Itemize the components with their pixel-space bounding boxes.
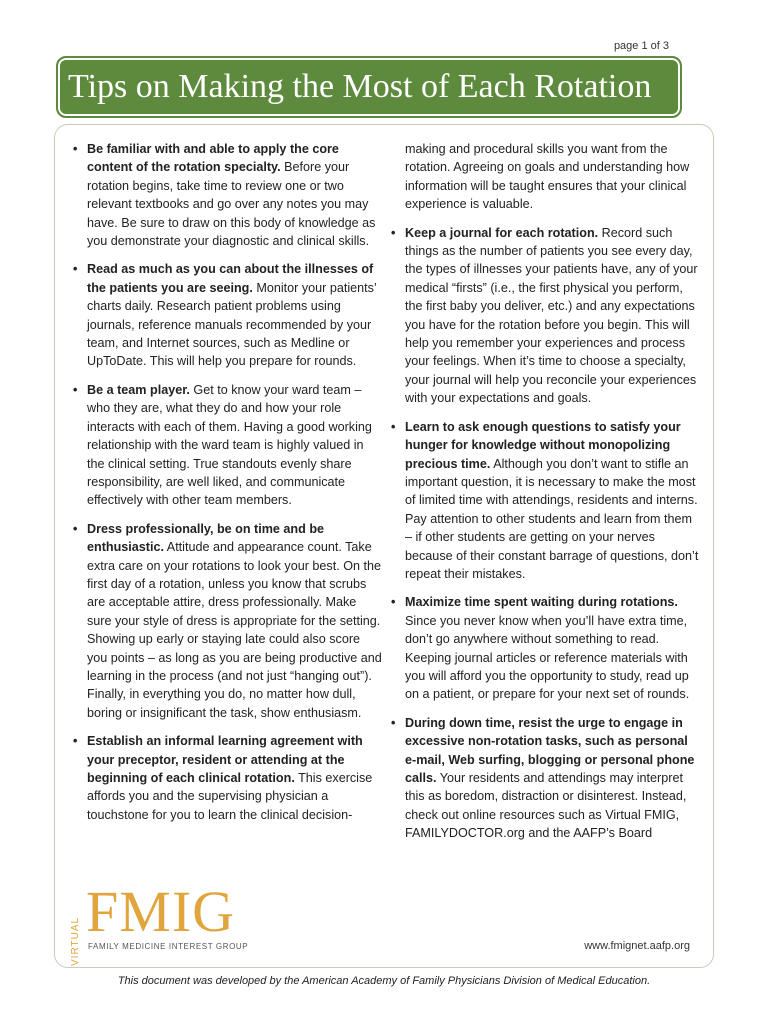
tip-body: Monitor your patients’ charts daily. Research patient problems using journals, reference manuals recommended by your team, and Internet sources, such as Medline or UpToDate. This will help you prepare for rounds. <box>87 280 377 369</box>
tip-item <box>72 260 382 370</box>
logo-subtitle: FAMILY MEDICINE INTEREST GROUP <box>88 942 249 951</box>
page-title: Tips on Making the Most of Each Rotation <box>68 68 652 105</box>
tip-item <box>72 140 382 250</box>
tip-heading: Be a team player. <box>87 382 190 397</box>
tip-heading: Learn to ask enough questions to satisfy your hunger for knowledge without monopolizing precious time. <box>405 419 681 471</box>
left-tip-list <box>72 140 382 824</box>
tip-body: This exercise affords you and the supervising physician a touchstone for you to learn the clinical decision- <box>87 771 373 822</box>
tip-body: Before your rotation begins, take time to review one or two relevant textbooks and go over any notes you may have. Be sure to draw on this body of knowledge as you demonstrate your diagnostic and clinical skills. <box>87 160 376 249</box>
bullet-icon: • <box>391 595 396 610</box>
tip-body: Although you don’t want to stifle an important question, it is necessary to make the most of limited time with attendings, residents and interns. Pay attention to other students and learn from them – if other students are getting on your nerves because of their constant barrage of questions, don’t repeat their mistakes. <box>405 456 699 581</box>
tip-item <box>390 714 700 843</box>
tip-body: Record such things as the number of patients you see every day, the types of illnesses your patients have, any of your medical “firsts” (i.e., the first physical you perform, the first baby you deliver, etc.) and any expectations you have for the rotation before you begin. This will help you remember your experiences and process your feelings. When it’s time to choose a specialty, your journal will help you reconcile your experiences with your expectations and goals. <box>405 225 698 406</box>
bullet-icon: • <box>391 419 396 434</box>
logo-wordmark: FMIG <box>86 879 236 944</box>
tip-heading: Read as much as you can about the illnesses of the patients you are seeing. <box>87 262 374 295</box>
bullet-icon: • <box>73 262 78 277</box>
tip-item <box>72 732 382 824</box>
title-banner <box>56 56 682 118</box>
tip-item <box>72 381 382 510</box>
bullet-icon: • <box>391 225 396 240</box>
right-tip-list <box>390 224 700 843</box>
bullet-icon: • <box>73 521 78 536</box>
tip-heading: Dress professionally, be on time and be enthusiastic. <box>87 521 325 555</box>
tip-body: Since you never know when you’ll have extra time, don’t go anywhere without something to read. Keeping journal articles or reference materials with you will afford you the opportunity to study, read up on a patient, or prepare for your next set of rounds. <box>405 613 690 702</box>
tip-item <box>390 418 700 584</box>
footer-note: This document was developed by the American Academy of Family Physicians Division of Medical Education. <box>117 975 651 987</box>
continued-text: making and procedural skills you want from the rotation. Agreeing on goals and understanding how information will be taught ensures that your clinical experience is valuable. <box>405 142 690 212</box>
tip-body: Your residents and attendings may interpret this as boredom, distraction or disinterest. Instead, check out online resources such as Virtual FMIG, FAMILYDOCTOR.org and the AAFP’s Board <box>405 771 687 841</box>
tip-heading: Establish an informal learning agreement with your preceptor, resident or attending at the beginning of each clinical rotation. <box>87 734 363 785</box>
page-number: page 1 of 3 <box>613 40 669 52</box>
tip-heading: During down time, resist the urge to engage in excessive non-rotation tasks, such as personal e-mail, Web surfing, blogging or personal phone calls. <box>405 715 695 785</box>
bullet-icon: • <box>73 142 78 156</box>
bullet-icon: • <box>391 715 396 730</box>
tip-heading: Be familiar with and able to apply the core content of the rotation specialty. <box>87 142 339 175</box>
tip-heading: Maximize time spent waiting during rotations. <box>405 595 678 610</box>
logo-virtual-text: VIRTUAL <box>70 916 81 966</box>
website-url[interactable]: www.fmignet.aafp.org <box>584 940 690 952</box>
tip-item <box>72 520 382 722</box>
left-column <box>72 140 382 834</box>
tip-item <box>390 224 700 408</box>
right-column <box>390 140 700 853</box>
fmig-logo <box>70 879 270 966</box>
tip-item <box>390 593 700 703</box>
tip-body: Attitude and appearance count. Take extra care on your rotations to look your best. On the first day of a rotation, unless you know that scrubs are acceptable attire, dress professionally. Make sure your style of dress is appropriate for the setting. Showing up early or staying late could also score you points – as long as you are being productive and learning in the process (and not just “hanging out”). Finally, in everything you do, no matter how dull, boring or insignificant the task, show enthusiasm. <box>87 540 382 720</box>
tip-body: Get to know your ward team – who they are, what they do and how your role interacts with each of them. Having a good working relationship with the ward team is highly valued in the clinical setting. True standouts evenly share responsibility, are well liked, and communicate effectively with other team members. <box>87 382 372 508</box>
tip-heading: Keep a journal for each rotation. <box>405 225 599 240</box>
bullet-icon: • <box>73 382 78 397</box>
bullet-icon: • <box>73 734 78 749</box>
